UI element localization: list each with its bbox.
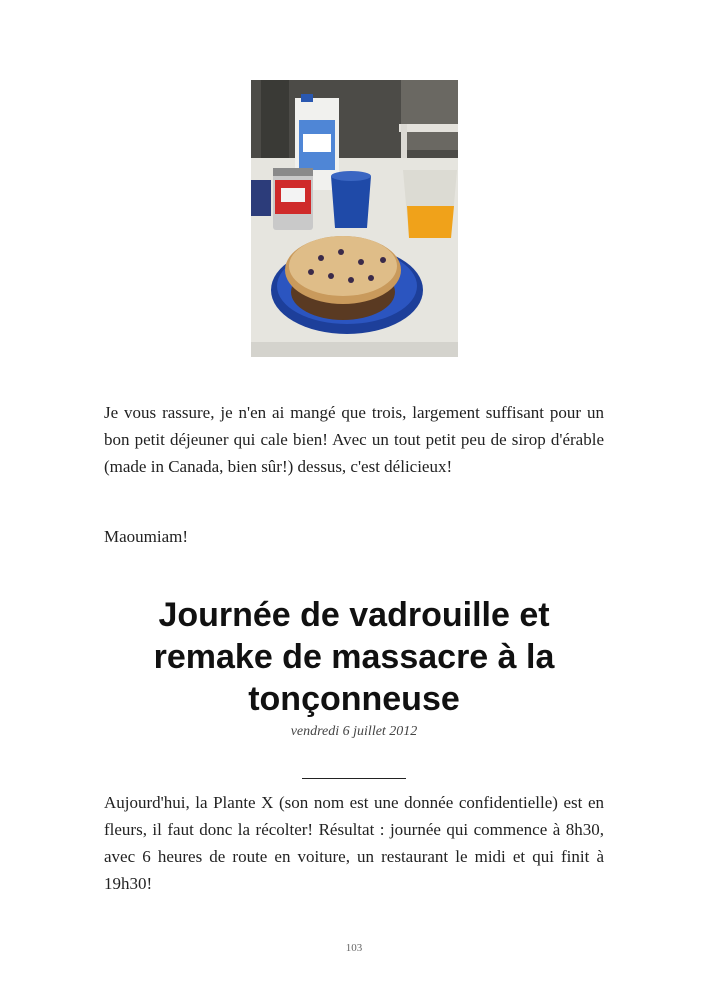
- breakfast-photo: [251, 80, 458, 357]
- paragraph-maoumiam: Maoumiam!: [104, 527, 189, 546]
- article-title: Journée de vadrouille et remake de massacre à la tonçonneuse: [153, 596, 555, 718]
- page-number: 103: [345, 942, 363, 954]
- article-body: Aujourd'hui, la Plante X (son nom est une donnée confidentielle) est en fleurs, il faut donc la récolter! Résultat : journée qui commence à 8h30, avec 6 heures de route en voiture, un restaurant le midi et qui finit à 19h30!: [104, 793, 604, 893]
- separator-line: [302, 778, 406, 779]
- paragraph-breakfast: Je vous rassure, je n'en ai mangé que trois, largement suffisant pour un bon petit déjeuner qui cale bien! Avec un tout petit peu de sirop d'érable (made in Canada, bien sûr!) dessus, c'est délicieux!: [104, 403, 604, 476]
- article-date: vendredi 6 juillet 2012: [290, 724, 418, 739]
